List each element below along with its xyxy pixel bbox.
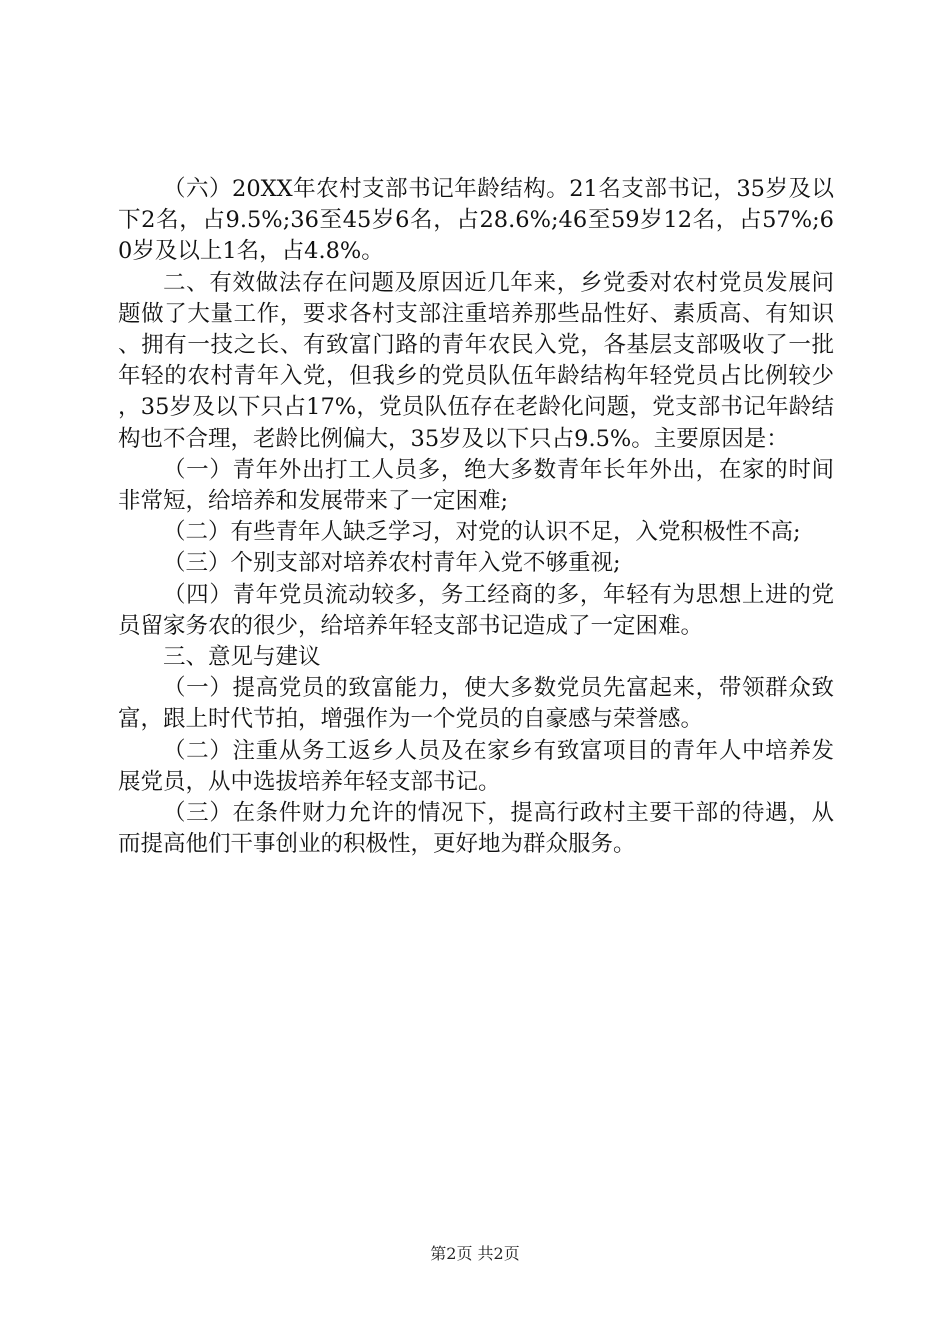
section-heading-suggestions: 三、意见与建议 [163,644,321,671]
document-body [118,174,834,860]
page-number-label: 第2页 共2页 [430,1244,520,1263]
paragraph-reason-1: （一）青年外出打工人员多，绝大多数青年长年外出，在家的时间非常短，给培养和发展带来了一定困难; [118,456,834,515]
paragraph-age-structure: （六）20XX年农村支部书记年龄结构。21名支部书记，35岁及以下2名，占9.5%;36至45岁6名，占28.6%;46至59岁12名，占57%;60岁及以上1名，占4.8%。 [118,176,834,265]
paragraph-suggestion-1: （一）提高党员的致富能力，使大多数党员先富起来，带领群众致富，跟上时代节拍，增强作为一个党员的自豪感与荣誉感。 [118,675,834,733]
paragraph-reason-3: （三）个别支部对培养农村青年入党不够重视; [163,550,621,577]
paragraph-reason-4: （四）青年党员流动较多，务工经商的多，年轻有为思想上进的党员留家务农的很少，给培养年轻支部书记造成了一定困难。 [118,581,834,639]
paragraph-practices-problems: 二、有效做法存在问题及原因近几年来，乡党委对农村党员发展问题做了大量工作，要求各村支部注重培养那些品性好、素质高、有知识、拥有一技之长、有致富门路的青年农民入党，各基层支部吸收了一批年轻的农村青年入党，但我乡的党员队伍年龄结构年轻党员占比例较少，35岁及以下只占17%，党员队伍存在老龄化问题，党支部书记年龄结构也不合理，老龄比例偏大，35岁及以下只占9.5%。主要原因是： [118,269,834,452]
paragraph-suggestion-3: （三）在条件财力允许的情况下，提高行政村主要干部的待遇，从而提高他们干事创业的积极性，更好地为群众服务。 [118,800,834,858]
paragraph-suggestion-2: （二）注重从务工返乡人员及在家乡有致富项目的青年人中培养发展党员，从中选拔培养年轻支部书记。 [118,737,834,795]
page-footer [0,1244,950,1264]
paragraph-reason-2: （二）有些青年人缺乏学习，对党的认识不足，入党积极性不高; [163,519,801,546]
